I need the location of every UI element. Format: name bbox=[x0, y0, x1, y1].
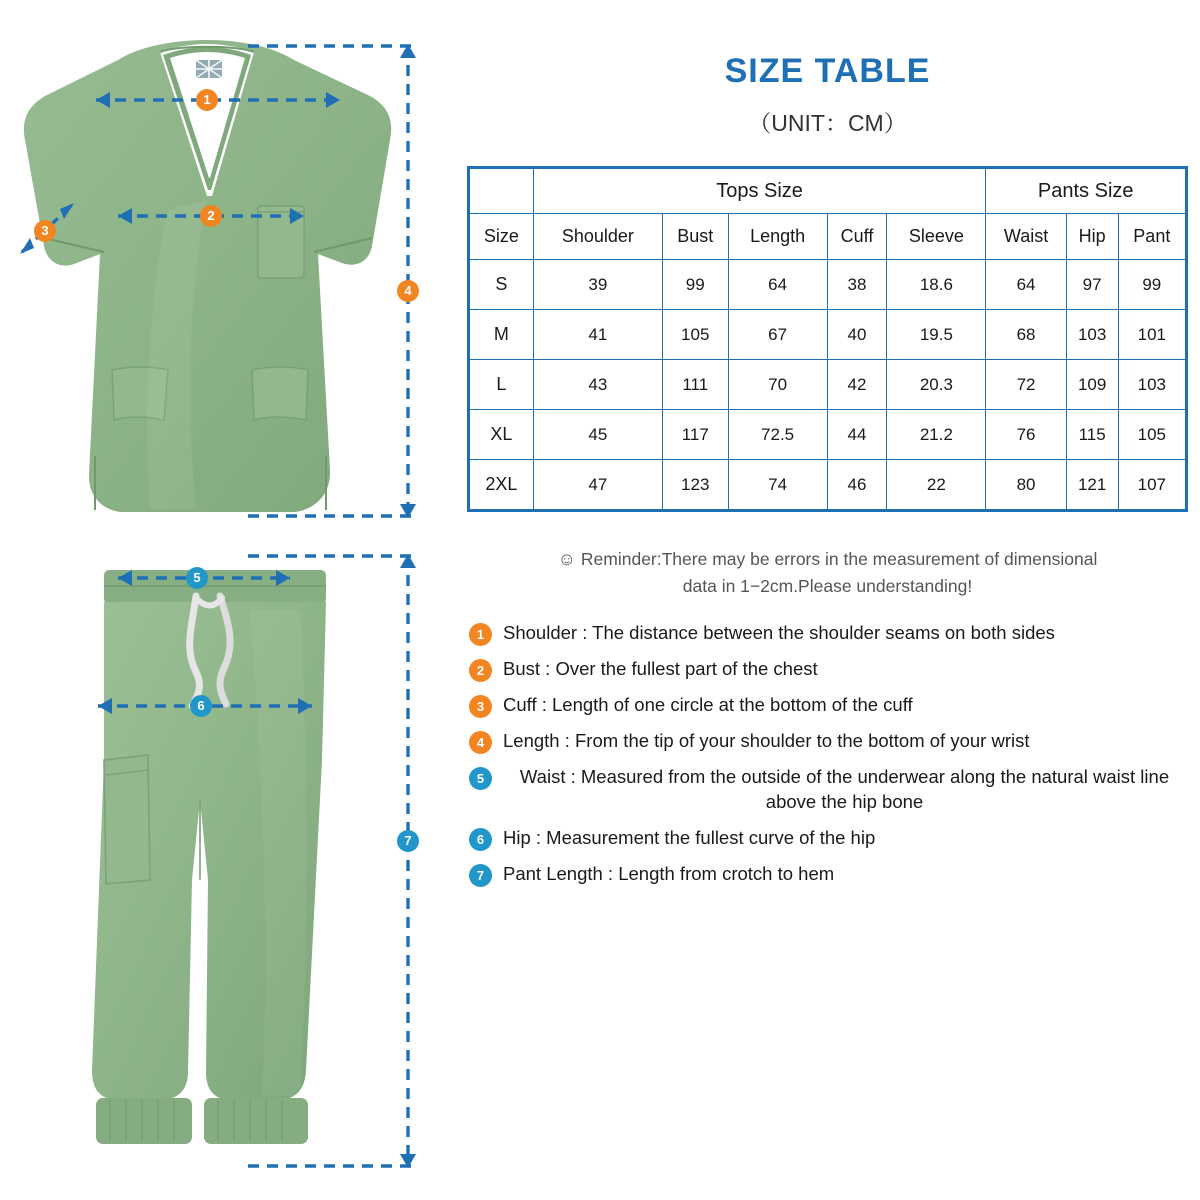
cell-length: 64 bbox=[728, 260, 827, 310]
cell-bust: 123 bbox=[662, 460, 728, 510]
cell-shoulder: 43 bbox=[533, 360, 662, 410]
note-text-6: Hip : Measurement the fullest curve of the hip bbox=[503, 827, 876, 849]
group-header-pants: Pants Size bbox=[986, 169, 1186, 214]
cell-cuff: 40 bbox=[827, 310, 887, 360]
group-header-tops: Tops Size bbox=[533, 169, 986, 214]
group-header-blank bbox=[470, 169, 534, 214]
note-item-shoulder bbox=[469, 621, 1186, 646]
note-badge-1: 1 bbox=[469, 623, 492, 646]
cell-pant: 107 bbox=[1118, 460, 1185, 510]
cell-waist: 68 bbox=[986, 310, 1066, 360]
marker-6-hip: 6 bbox=[190, 695, 212, 717]
note-badge-2: 2 bbox=[469, 659, 492, 682]
cell-bust: 99 bbox=[662, 260, 728, 310]
cell-cuff: 42 bbox=[827, 360, 887, 410]
column-header-hip: Hip bbox=[1066, 214, 1118, 260]
note-badge-5: 5 bbox=[469, 767, 492, 790]
size-table-container bbox=[467, 166, 1188, 512]
cell-size: XL bbox=[470, 410, 534, 460]
cell-hip: 97 bbox=[1066, 260, 1118, 310]
cell-shoulder: 41 bbox=[533, 310, 662, 360]
size-table bbox=[469, 168, 1186, 510]
table-row bbox=[470, 360, 1186, 410]
column-header-length: Length bbox=[728, 214, 827, 260]
note-text-7: Pant Length : Length from crotch to hem bbox=[503, 863, 835, 885]
cell-bust: 111 bbox=[662, 360, 728, 410]
cell-cuff: 46 bbox=[827, 460, 887, 510]
cell-length: 72.5 bbox=[728, 410, 827, 460]
note-badge-7: 7 bbox=[469, 864, 492, 887]
cell-pant: 101 bbox=[1118, 310, 1185, 360]
table-row bbox=[470, 460, 1186, 510]
note-text-3: Cuff : Length of one circle at the bottom of the cuff bbox=[503, 694, 913, 716]
content-column bbox=[455, 0, 1200, 1200]
cell-hip: 103 bbox=[1066, 310, 1118, 360]
cell-size: S bbox=[470, 260, 534, 310]
cell-length: 74 bbox=[728, 460, 827, 510]
cell-shoulder: 39 bbox=[533, 260, 662, 310]
marker-5-waist: 5 bbox=[186, 567, 208, 589]
cell-sleeve: 21.2 bbox=[887, 410, 986, 460]
column-header-size: Size bbox=[470, 214, 534, 260]
reminder-line-1: Reminder:There may be errors in the measurement of dimensional bbox=[580, 549, 1098, 569]
cell-length: 67 bbox=[728, 310, 827, 360]
reminder-block bbox=[479, 546, 1176, 599]
table-group-header-row bbox=[470, 169, 1186, 214]
cell-size: L bbox=[470, 360, 534, 410]
cell-sleeve: 22 bbox=[887, 460, 986, 510]
table-row bbox=[470, 310, 1186, 360]
note-badge-6: 6 bbox=[469, 828, 492, 851]
cell-pant: 105 bbox=[1118, 410, 1185, 460]
note-text-4: Length : From the tip of your shoulder to the bottom of your wrist bbox=[503, 730, 1030, 752]
note-item-hip bbox=[469, 826, 1186, 851]
column-header-shoulder: Shoulder bbox=[533, 214, 662, 260]
cell-size: M bbox=[470, 310, 534, 360]
note-item-waist bbox=[469, 765, 1186, 815]
note-text-5: Waist : Measured from the outside of the underwear along the natural waist line above the hip bone bbox=[519, 766, 1170, 813]
column-header-pant: Pant bbox=[1118, 214, 1185, 260]
note-item-length bbox=[469, 729, 1186, 754]
cell-sleeve: 20.3 bbox=[887, 360, 986, 410]
cell-bust: 117 bbox=[662, 410, 728, 460]
cell-hip: 115 bbox=[1066, 410, 1118, 460]
cell-cuff: 44 bbox=[827, 410, 887, 460]
marker-7-pant-length: 7 bbox=[397, 830, 419, 852]
note-item-pant-length bbox=[469, 862, 1186, 887]
page-title: SIZE TABLE bbox=[724, 52, 931, 90]
column-header-waist: Waist bbox=[986, 214, 1066, 260]
note-badge-4: 4 bbox=[469, 731, 492, 754]
column-header-sleeve: Sleeve bbox=[887, 214, 986, 260]
cell-waist: 76 bbox=[986, 410, 1066, 460]
cell-sleeve: 18.6 bbox=[887, 260, 986, 310]
cell-pant: 99 bbox=[1118, 260, 1185, 310]
note-text-2: Bust : Over the fullest part of the chest bbox=[503, 658, 818, 680]
scrub-pants-shape bbox=[92, 570, 326, 1144]
cell-waist: 80 bbox=[986, 460, 1066, 510]
cell-pant: 103 bbox=[1118, 360, 1185, 410]
column-header-bust: Bust bbox=[662, 214, 728, 260]
garment-illustrations bbox=[0, 0, 450, 1200]
cell-shoulder: 45 bbox=[533, 410, 662, 460]
note-item-bust bbox=[469, 657, 1186, 682]
table-row bbox=[470, 260, 1186, 310]
cell-sleeve: 19.5 bbox=[887, 310, 986, 360]
smiley-icon: ☺ bbox=[557, 549, 577, 569]
marker-1-shoulder: 1 bbox=[196, 89, 218, 111]
cell-hip: 121 bbox=[1066, 460, 1118, 510]
marker-2-bust: 2 bbox=[200, 205, 222, 227]
table-row bbox=[470, 410, 1186, 460]
unit-subtitle: （UNIT：CM） bbox=[748, 110, 907, 136]
cell-waist: 72 bbox=[986, 360, 1066, 410]
cell-length: 70 bbox=[728, 360, 827, 410]
cell-size: 2XL bbox=[470, 460, 534, 510]
note-badge-3: 3 bbox=[469, 695, 492, 718]
reminder-line-2: data in 1−2cm.Please understanding! bbox=[682, 576, 973, 596]
cell-bust: 105 bbox=[662, 310, 728, 360]
cell-hip: 109 bbox=[1066, 360, 1118, 410]
note-item-cuff bbox=[469, 693, 1186, 718]
cell-cuff: 38 bbox=[827, 260, 887, 310]
column-header-cuff: Cuff bbox=[827, 214, 887, 260]
note-text-1: Shoulder : The distance between the shoulder seams on both sides bbox=[503, 622, 1055, 644]
marker-4-length: 4 bbox=[397, 280, 419, 302]
table-column-header-row bbox=[470, 214, 1186, 260]
cell-shoulder: 47 bbox=[533, 460, 662, 510]
cell-waist: 64 bbox=[986, 260, 1066, 310]
measurement-notes-list bbox=[469, 621, 1186, 887]
marker-3-cuff: 3 bbox=[34, 220, 56, 242]
illustration-column bbox=[0, 0, 450, 1200]
